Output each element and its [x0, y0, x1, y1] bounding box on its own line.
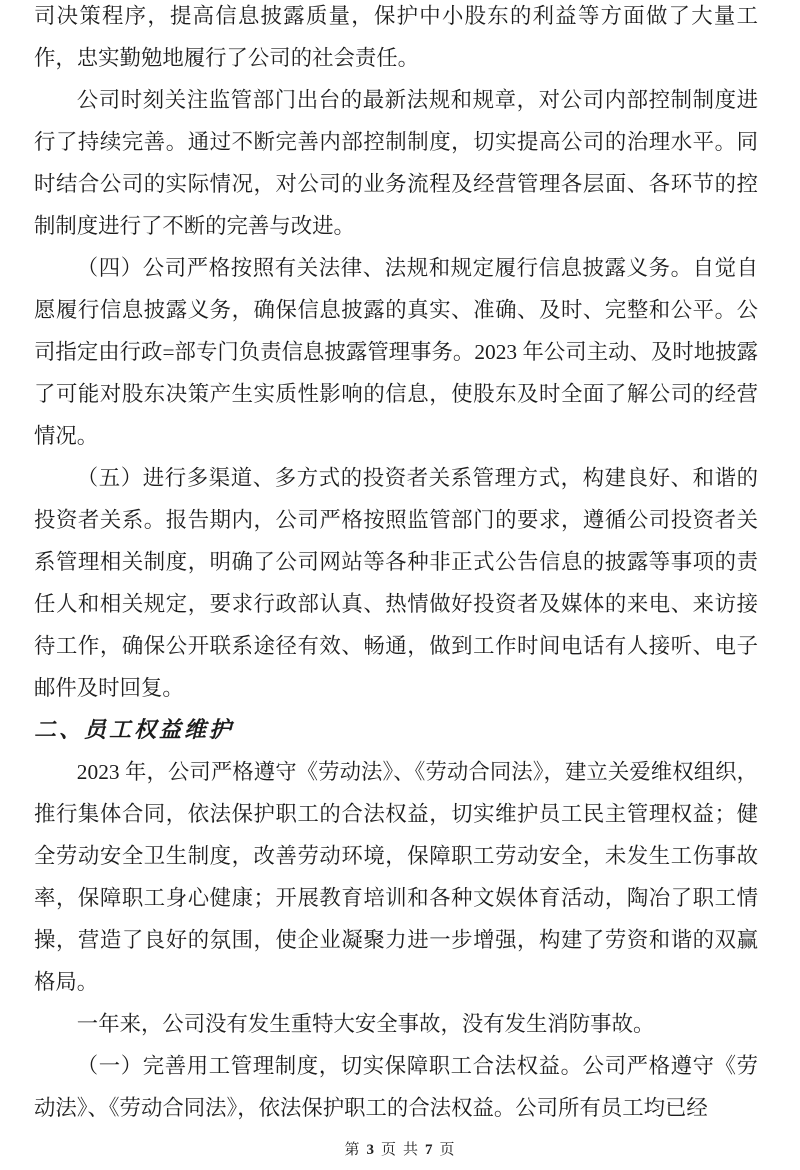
paragraph-item-one-employment-system: （一）完善用工管理制度，切实保障职工合法权益。公司严格遵守《劳动法》、《劳动合同法》，依法保护职工的合法权益。公司所有员工均已经 [34, 1054, 758, 1120]
footer-of-label: 共 [403, 1142, 420, 1158]
footer-page-label: 页 [380, 1142, 397, 1158]
section-heading-employee-rights: 二、员工权益维护 [34, 717, 235, 742]
paragraph-labor-law-compliance: 2023 年，公司严格遵守《劳动法》、《劳动合同法》，建立关爱维权组织，推行集体合同，依法保护职工的合法权益，切实维护员工民主管理权益；健全劳动安全卫生制度，改善劳动环境，保障职工劳动安全，未发生工伤事故率，保障职工身心健康；开展教育培训和各种文娱体育活动，陶冶了职工情操，营造了良好的氛围，使企业凝聚力进一步增强，构建了劳资和谐的双赢格局。 [34, 760, 758, 994]
paragraph-continuation: 司决策程序，提高信息披露质量，保护中小股东的利益等方面做了大量工作，忠实勤勉地履行了公司的社会责任。 [34, 4, 758, 70]
paragraph-internal-control: 公司时刻关注监管部门出台的最新法规和规章，对公司内部控制制度进行了持续完善。通过不断完善内部控制制度，切实提高公司的治理水平。同时结合公司的实际情况，对公司的业务流程及经营管理各层面、各环节的控制制度进行了不断的完善与改进。 [34, 88, 758, 238]
document-body [34, 0, 758, 1129]
current-page-number: 3 [366, 1142, 375, 1158]
total-pages-number: 7 [425, 1142, 434, 1158]
footer-page-label-2: 页 [439, 1142, 456, 1158]
footer-prefix-label: 第 [344, 1142, 361, 1158]
paragraph-safety-record: 一年来，公司没有发生重特大安全事故，没有发生消防事故。 [76, 1012, 655, 1036]
page-footer [0, 1140, 800, 1160]
paragraph-item-four-disclosure: （四）公司严格按照有关法律、法规和规定履行信息披露义务。自觉自愿履行信息披露义务，确保信息披露的真实、准确、及时、完整和公平。公司指定由行政=部专门负责信息披露管理事务。2023 年公司主动、及时地披露了可能对股东决策产生实质性影响的信息，使股东及时全面了解公司的经营情况。 [34, 256, 758, 448]
paragraph-item-five-investor-relations: （五）进行多渠道、多方式的投资者关系管理方式，构建良好、和谐的投资者关系。报告期内，公司严格按照监管部门的要求，遵循公司投资者关系管理相关制度，明确了公司网站等各种非正式公告信息的披露等事项的责任人和相关规定，要求行政部认真、热情做好投资者及媒体的来电、来访接待工作，确保公开联系途径有效、畅通，做到工作时间电话有人接听、电子邮件及时回复。 [34, 466, 758, 700]
